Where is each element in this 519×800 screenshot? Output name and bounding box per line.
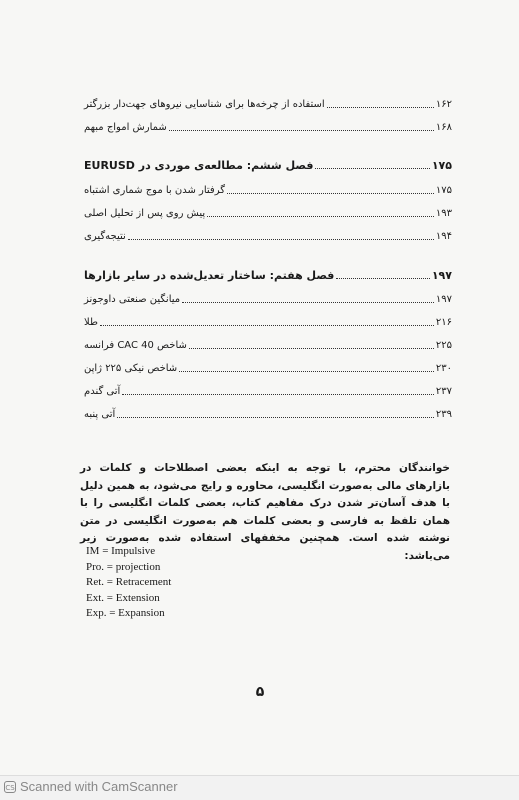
toc-entry-title: آتی پنبه	[84, 409, 116, 420]
page-number: ۵	[255, 684, 265, 700]
toc-entry-page: ۲۳۰	[435, 363, 452, 374]
toc-chapter-entry	[82, 155, 452, 173]
toc-entry-title: آتی گندم	[84, 386, 121, 397]
toc-entry-page: ۲۱۶	[435, 317, 452, 328]
toc-entry-title: شاخص CAC 40 فرانسه	[84, 340, 187, 351]
toc-entry-title: استفاده از چرخه‌ها برای شناسایی نیروهای جهت‌دار بزرگتر	[84, 99, 325, 110]
toc-entry-title: گرفتار شدن با موج شماری اشتباه	[84, 185, 225, 196]
toc-entry	[82, 94, 452, 112]
toc-entry	[82, 335, 452, 353]
toc-entry-title: میانگین صنعتی داوجونز	[84, 294, 181, 305]
scanner-watermark-text: Scanned with CamScanner	[20, 779, 178, 794]
toc-entry	[82, 404, 452, 422]
dot-leader	[207, 216, 434, 217]
toc-entry-page: ۱۶۸	[435, 122, 452, 133]
dot-leader	[182, 302, 434, 303]
abbreviation-item: Ext. = Extension	[86, 591, 160, 604]
abbreviation-item: Pro. = projection	[86, 560, 161, 573]
toc-entry	[82, 289, 452, 307]
abbreviation-item: Exp. = Expansion	[86, 607, 165, 619]
toc-entry-page: ۱۷۵	[431, 159, 452, 172]
dot-leader	[169, 130, 434, 131]
toc-entry-title: شاخص نیکی ۲۲۵ ژاپن	[84, 363, 178, 374]
dot-leader	[315, 168, 429, 169]
toc-entry-page: ۱۷۵	[435, 185, 452, 196]
dot-leader	[336, 278, 429, 279]
dot-leader	[117, 417, 434, 418]
toc-entry-page: ۲۲۵	[435, 340, 452, 351]
dot-leader	[100, 325, 434, 326]
toc-entry-page: ۱۹۷	[431, 269, 452, 282]
dot-leader	[128, 239, 434, 240]
scanner-watermark-bar	[0, 775, 519, 800]
toc-entry-title: پیش روی پس از تحلیل اصلی	[84, 208, 206, 219]
toc-entry-title: شمارش امواج مبهم	[84, 122, 167, 133]
dot-leader	[227, 193, 434, 194]
toc-entry	[82, 358, 452, 376]
toc-entry-page: ۱۹۳	[435, 208, 452, 219]
toc-entry	[82, 226, 452, 244]
toc-entry-title: فصل هفتم: ساختار تعدیل‌شده در سایر بازارها	[84, 269, 335, 282]
toc-entry-page: ۱۶۲	[435, 99, 452, 110]
dot-leader	[122, 394, 434, 395]
toc-entry-title: طلا	[84, 317, 98, 328]
camscanner-logo-icon: CS	[4, 781, 16, 793]
dot-leader	[179, 371, 434, 372]
abbreviation-item: Ret. = Retracement	[86, 576, 172, 588]
toc-entry-page: ۲۳۹	[435, 409, 452, 420]
toc-entry	[82, 117, 452, 135]
toc-entry	[82, 381, 452, 399]
toc-entry-title: فصل ششم: مطالعه‌ی موردی در EURUSD	[84, 159, 314, 172]
reader-note-paragraph: خوانندگان محترم، با توجه به اینکه بعضی اصطلاحات و کلمات در بازارهای مالی به‌صورت انگلیسی، محاوره و رایج می‌شود، به همین دلیل با هدف آسان‌تر شدن درک مفاهیم کتاب، بعضی کلمات انگلیسی را با همان تلفظ به فارسی و بعضی کلمات هم به‌صورت انگلیسی در متن نوشته شده است. همچنین مخففهای استفاده شده به‌صورت زیر می‌باشد:	[80, 462, 450, 562]
dot-leader	[189, 348, 434, 349]
toc-entry	[82, 312, 452, 330]
toc-entry	[82, 203, 452, 221]
toc-entry-title: نتیجه‌گیری	[84, 231, 126, 242]
toc-entry-page: ۱۹۷	[435, 294, 452, 305]
toc-entry-page: ۲۳۷	[435, 386, 452, 397]
toc-chapter-entry	[82, 265, 452, 283]
abbreviation-list	[86, 544, 171, 622]
abbreviation-item: IM = Impulsive	[86, 545, 156, 557]
toc-entry	[82, 180, 452, 198]
toc-entry-page: ۱۹۴	[435, 231, 452, 242]
dot-leader	[327, 107, 434, 108]
